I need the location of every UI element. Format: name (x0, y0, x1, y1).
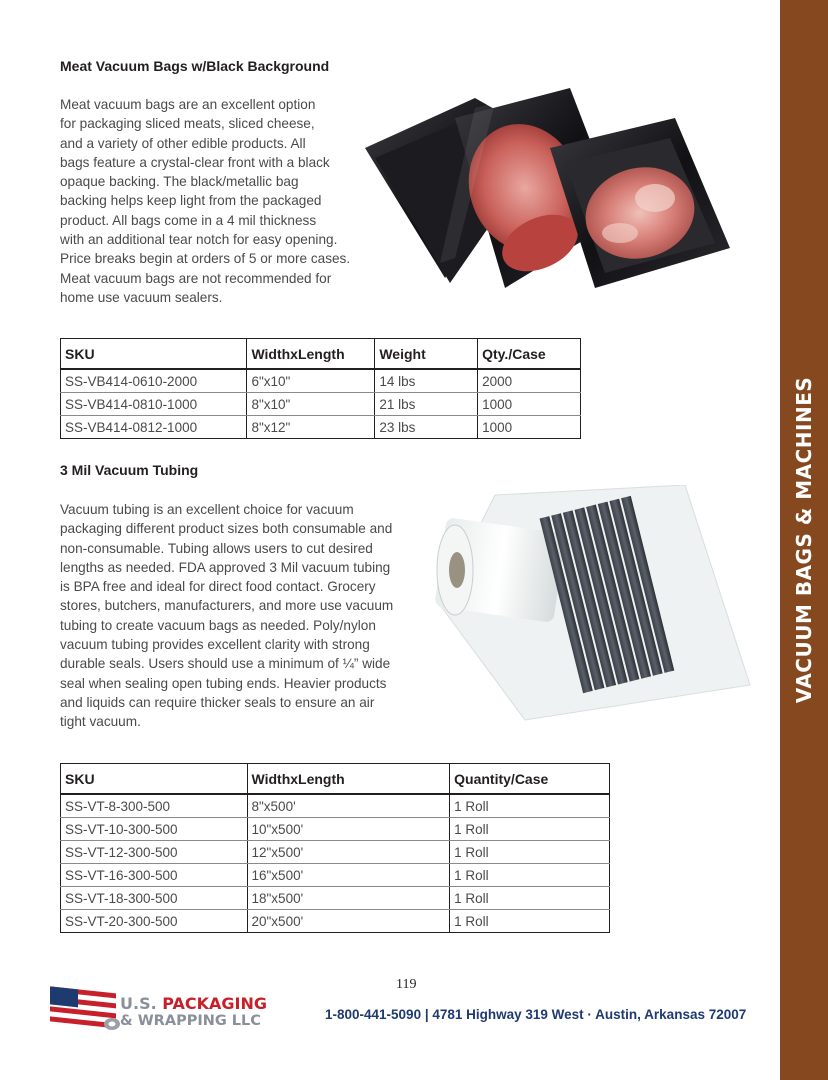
table-cell: 10"x500' (247, 818, 450, 841)
column-header: WidthxLength (247, 339, 375, 370)
column-header: WidthxLength (247, 764, 450, 795)
description-line: bags feature a crystal-clear front with a black (60, 154, 330, 170)
description-line: backing helps keep light from the packaged (60, 193, 322, 209)
table-row (61, 393, 581, 416)
table-cell: 1 Roll (450, 864, 610, 887)
description-line: lengths as needed. FDA approved 3 Mil vacuum tubing (60, 559, 391, 575)
section2-description (60, 500, 393, 732)
footer-contact-info: 1-800-441-5090 | 4781 Highway 319 West · Austin, Arkansas 72007 (325, 1007, 747, 1022)
description-line: Vacuum tubing is an excellent choice for vacuum (60, 502, 354, 517)
section2-title: 3 Mil Vacuum Tubing (60, 462, 199, 478)
column-header: Qty./Case (478, 339, 581, 370)
description-line: vacuum tubing provides excellent clarity with strong (60, 637, 370, 653)
description-line: with an additional tear notch for easy opening. (60, 232, 338, 248)
description-line: Price breaks begin at orders of 5 or more cases. (60, 251, 351, 267)
table-cell: 1 Roll (450, 910, 610, 933)
logo-text-packaging: PACKAGING (162, 994, 268, 1013)
meat-vacuum-bags-photo (355, 78, 735, 298)
table-cell: 1 Roll (450, 818, 610, 841)
table-row (61, 369, 581, 393)
column-header: SKU (61, 339, 247, 370)
table-cell: SS-VB414-0610-2000 (61, 369, 247, 393)
table-cell: SS-VT-18-300-500 (61, 887, 248, 910)
logo-text-us: U.S. (120, 994, 163, 1013)
page-number: 119 (396, 977, 417, 992)
table-row (61, 864, 610, 887)
description-line: Meat vacuum bags are not recommended for (60, 270, 332, 286)
description-line: tight vacuum. (60, 714, 141, 730)
table-row (61, 794, 610, 818)
table-cell: 1 Roll (450, 841, 610, 864)
table-header-row (61, 339, 581, 370)
table-cell: 1000 (478, 393, 581, 416)
logo-text-line1 (120, 994, 267, 1013)
us-flag-logo-icon (46, 984, 126, 1034)
description-line: product. All bags come in a 4 mil thickness (60, 212, 317, 228)
table-cell: 8"x500' (247, 794, 450, 818)
description-line: for packaging sliced meats, sliced cheese, (60, 116, 315, 132)
table-cell: 8"x12" (247, 416, 375, 439)
vacuum-tubing-photo (435, 485, 755, 725)
description-line: durable seals. Users should use a minimum of ¼” wide (60, 656, 391, 672)
table-cell: SS-VB414-0810-1000 (61, 393, 247, 416)
table-cell: 1 Roll (450, 887, 610, 910)
table-cell: 18"x500' (247, 887, 450, 910)
description-line: stores, butchers, manufacturers, and more use vacuum (60, 598, 394, 614)
description-line: seal when sealing open tubing ends. Heavier products (60, 675, 387, 691)
table-cell: 23 lbs (375, 416, 478, 439)
table-cell: SS-VB414-0812-1000 (61, 416, 247, 439)
table-header-row (61, 764, 610, 795)
side-category-label: VACUUM BAGS & MACHINES (792, 376, 816, 704)
table-cell: 8"x10" (247, 393, 375, 416)
description-line: and liquids can require thicker seals to ensure an air (60, 694, 375, 710)
table-cell: SS-VT-20-300-500 (61, 910, 248, 933)
description-line: packaging different product sizes both consumable and (60, 521, 393, 537)
column-header: Quantity/Case (450, 764, 610, 795)
table-cell: 21 lbs (375, 393, 478, 416)
table-row (61, 841, 610, 864)
table-cell: 1000 (478, 416, 581, 439)
table-cell: 2000 (478, 369, 581, 393)
column-header: Weight (375, 339, 478, 370)
table-row (61, 416, 581, 439)
section1-description (60, 95, 350, 307)
description-line: opaque backing. The black/metallic bag (60, 174, 299, 190)
description-line: home use vacuum sealers. (60, 289, 223, 305)
table-row (61, 818, 610, 841)
logo-text-line2: & WRAPPING LLC (120, 1013, 261, 1029)
table-cell: SS-VT-12-300-500 (61, 841, 248, 864)
table-cell: 12"x500' (247, 841, 450, 864)
meat-bags-table (60, 338, 581, 439)
description-line: and a variety of other edible products. All (60, 135, 306, 151)
section1-title: Meat Vacuum Bags w/Black Background (60, 58, 330, 74)
table-row (61, 887, 610, 910)
vacuum-tubing-table (60, 763, 610, 933)
description-line: Meat vacuum bags are an excellent option (60, 97, 316, 112)
table-cell: SS-VT-8-300-500 (61, 794, 248, 818)
column-header: SKU (61, 764, 248, 795)
description-line: is BPA free and ideal for direct food contact. Grocery (60, 579, 376, 595)
table-row (61, 910, 610, 933)
table-cell: 20"x500' (247, 910, 450, 933)
table-cell: 16"x500' (247, 864, 450, 887)
table-cell: 14 lbs (375, 369, 478, 393)
table-cell: 6"x10" (247, 369, 375, 393)
description-line: non-consumable. Tubing allows users to cut desired (60, 540, 373, 556)
description-line: tubing to create vacuum bags as needed. Poly/nylon (60, 617, 376, 633)
table-cell: 1 Roll (450, 794, 610, 818)
table-cell: SS-VT-10-300-500 (61, 818, 248, 841)
table-cell: SS-VT-16-300-500 (61, 864, 248, 887)
